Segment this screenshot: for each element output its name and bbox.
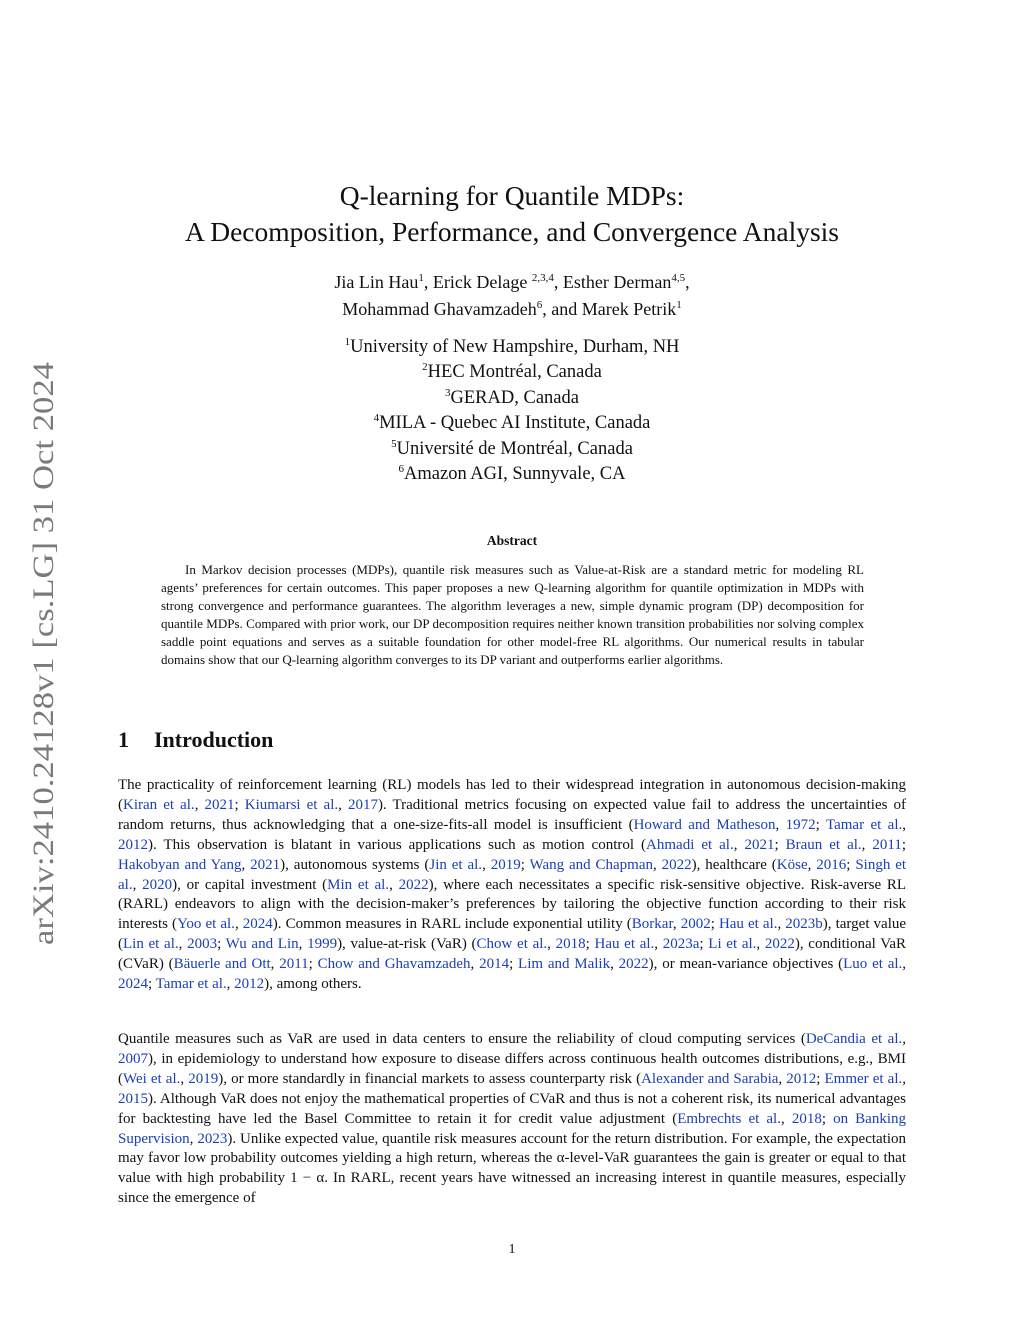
citation-link[interactable]: Yoo et al. xyxy=(177,916,235,933)
citation-link[interactable]: Emmer et al. xyxy=(824,1070,903,1087)
affiliation xyxy=(0,361,1024,386)
citation-link[interactable]: 2022 xyxy=(764,936,795,953)
citation-link[interactable]: Ahmadi et al. xyxy=(646,836,734,853)
affiliation-number: 2 xyxy=(422,361,428,374)
section-title: Introduction xyxy=(154,727,274,752)
citation-link[interactable]: Tamar et al. xyxy=(155,976,227,993)
arxiv-identifier: arXiv:2410.24128v1 [cs.LG] 31 Oct 2024 xyxy=(27,440,60,945)
author-name: , and Marek Petrik xyxy=(542,299,677,319)
affiliation-text: Amazon AGI, Sunnyvale, CA xyxy=(404,464,626,485)
affiliation-number: 1 xyxy=(344,336,351,348)
author-list xyxy=(0,270,1024,324)
citation-link[interactable]: Braun et al. xyxy=(785,836,862,853)
citation-link[interactable]: Singh et al. xyxy=(118,856,907,893)
citation-link[interactable]: 2023 xyxy=(197,1130,228,1147)
citation-link[interactable]: Wei et al. xyxy=(123,1070,181,1087)
citation-link[interactable]: Lin et al. xyxy=(123,936,179,953)
title-line-1: Q-learning for Quantile MDPs: xyxy=(339,180,685,211)
citation-link[interactable]: Hau et al. xyxy=(718,916,778,933)
citation-link[interactable]: 2011 xyxy=(279,956,309,973)
affiliation-list xyxy=(0,336,1024,488)
citation-link[interactable]: 2024 xyxy=(242,916,273,933)
affiliation-number: 6 xyxy=(398,463,405,476)
abstract-body: In Markov decision processes (MDPs), quantile risk measures such as Value-at-Risk are a standard metric for modeling RL agents’ preferences for certain outcomes. This paper proposes a new Q-learning algorithm for quantile optimization in MDPs with strong convergence and performance guarantees. The algorithm leverages a new, simple dynamic program (DP) decomposition for quantile MDPs. Compared with prior work, our DP decomposition requires neither known transition probabilities nor solving complex saddle point equations and serves as a suitable foundation for other model-free RL algorithms. Our numerical results in tabular domains show that our Q-learning algorithm converges to its DP variant and outperforms earlier algorithms. xyxy=(161,562,864,668)
citation-link[interactable]: Hakobyan and Yang xyxy=(118,856,242,873)
citation-link[interactable]: Howard and Matheson xyxy=(633,816,776,833)
citation-link[interactable]: Alexander and Sarabia xyxy=(641,1070,779,1087)
citation-link[interactable]: 2020 xyxy=(142,876,173,893)
author-line-2 xyxy=(0,297,1024,324)
author-name: , Esther Derman xyxy=(553,272,672,292)
citation-link[interactable]: Chow et al. xyxy=(476,936,548,953)
citation-link[interactable]: Tamar et al. xyxy=(825,816,903,833)
affiliation xyxy=(0,336,1024,361)
citation-link[interactable]: Chow and Ghavamzadeh xyxy=(317,956,471,973)
affiliation-text: MILA - Quebec AI Institute, Canada xyxy=(379,413,651,434)
citation-link[interactable]: 1999 xyxy=(307,936,338,953)
author-name: Jia Lin Hau xyxy=(334,272,419,292)
citation-link[interactable]: 2021 xyxy=(744,836,775,853)
affiliation xyxy=(0,412,1024,437)
author-name: , Erick Delage xyxy=(423,272,532,292)
citation-link[interactable]: 2021 xyxy=(250,856,281,873)
citation-link[interactable]: on Banking Supervision xyxy=(118,1110,907,1147)
citation-link[interactable]: 2023a xyxy=(662,936,700,953)
citation-link[interactable]: 2019 xyxy=(188,1070,219,1087)
section-number: 1 xyxy=(118,727,129,752)
citation-link[interactable]: Lim and Malik xyxy=(518,956,611,973)
affiliation-text: HEC Montréal, Canada xyxy=(427,362,602,383)
intro-paragraph-2: Quantile measures such as VaR are used in data centers to ensure the reliability of cloud computing services (DeCandia et al., 2007), in epidemiology to understand how exposure to disease differs across continuous health outcomes distributions, e.g., BMI (Wei et al., 2019), or more standardly in financial markets to assess counterparty risk (Alexander and Sarabia, 2012; Emmer et al., 2015). Although VaR does not enjoy the mathematical properties of CVaR and thus is not a coherent risk, its numerical advantages for backtesting have led the Basel Committee to retain it for credit value adjustment (Embrechts et al., 2018; on Banking Supervision, 2023). Unlike expected value, quantile risk measures account for the return distribution. For example, the expectation may favor low probability outcomes yielding a high return, whereas the α-level-VaR guarantees the gain is greater or equal to that value with high probability 1 − α. In RARL, recent years have witnessed an increasing interest in quantile measures, especially since the emergence of xyxy=(118,1031,907,1207)
citation-link[interactable]: 2003 xyxy=(187,936,218,953)
citation-link[interactable]: 2022 xyxy=(398,876,429,893)
citation-link[interactable]: Borkar xyxy=(631,916,673,933)
page-number: 1 xyxy=(508,1242,516,1257)
citation-link[interactable]: 2023b xyxy=(785,916,823,933)
citation-link[interactable]: Kiumarsi et al. xyxy=(244,796,339,813)
affiliation xyxy=(0,463,1024,488)
citation-link[interactable]: 2015 xyxy=(118,1090,148,1107)
citation-link[interactable]: 2012 xyxy=(234,976,265,993)
citation-link[interactable]: 2007 xyxy=(118,1050,148,1067)
affiliation-number: 5 xyxy=(391,437,397,450)
affiliation-number: 3 xyxy=(445,386,451,399)
citation-link[interactable]: 1972 xyxy=(785,816,816,833)
citation-link[interactable]: Wang and Chapman xyxy=(529,856,654,873)
author-name: Mohammad Ghavamzadeh xyxy=(342,299,537,319)
affiliation xyxy=(0,438,1024,463)
affiliation-marker: 1 xyxy=(676,299,682,311)
citation-link[interactable]: Jin et al. xyxy=(429,856,483,873)
affiliation-marker: 6 xyxy=(536,299,543,311)
citation-link[interactable]: 2002 xyxy=(680,916,711,933)
affiliation-text: GERAD, Canada xyxy=(450,387,579,408)
section-heading xyxy=(118,727,273,753)
intro-paragraph-1: The practicality of reinforcement learning (RL) models has led to their widespread integration in autonomous decision-making (Kiran et al., 2021; Kiumarsi et al., 2017). Traditional metrics focusing on expected value fail to address the uncertainties of random returns, thus acknowledging that a one-size-fits-all model is insufficient (Howard and Matheson, 1972; Tamar et al., 2012). This observation is blatant in various applications such as motion control (Ahmadi et al., 2021; Braun et al., 2011; Hakobyan and Yang, 2021), autonomous systems (Jin et al., 2019; Wang and Chapman, 2022), healthcare (Köse, 2016; Singh et al., 2020), or capital investment (Min et al., 2022), where each necessitates a specific risk-sensitive objective. Risk-averse RL (RARL) endeavors to align with the decision-maker’s preferences by tailoring the objective function according to their risk interests (Yoo et al., 2024). Common measures in RARL include exponential utility (Borkar, 2002; Hau et al., 2023b), target value (Lin et al., 2003; Wu and Lin, 1999), value-at-risk (VaR) (Chow et al., 2018; Hau et al., 2023a; Li et al., 2022), conditional VaR (CVaR) (Bäuerle and Ott, 2011; Chow and Ghavamzadeh, 2014; Lim and Malik, 2022), or mean-variance objectives (Luo et al., 2024; Tamar et al., 2012), among others. xyxy=(118,777,907,993)
citation-link[interactable]: 2024 xyxy=(118,976,148,993)
citation-link[interactable]: Bäuerle and Ott xyxy=(173,956,271,973)
citation-link[interactable]: Min et al. xyxy=(327,876,390,893)
citation-link[interactable]: 2019 xyxy=(490,856,521,873)
citation-link[interactable]: 2021 xyxy=(204,796,235,813)
author-separator: , xyxy=(685,272,690,292)
citation-link[interactable]: 2017 xyxy=(347,796,378,813)
citation-link[interactable]: 2018 xyxy=(791,1110,822,1127)
citation-link[interactable]: DeCandia et al. xyxy=(805,1031,903,1047)
author-line-1 xyxy=(0,270,1024,297)
citation-link[interactable]: 2012 xyxy=(118,836,148,853)
citation-link[interactable]: Wu and Lin xyxy=(225,936,299,953)
citation-link[interactable]: 2016 xyxy=(816,856,847,873)
paper-title xyxy=(0,178,1024,250)
citation-link[interactable]: Embrechts et al. xyxy=(677,1110,781,1127)
affiliation-marker: 1 xyxy=(418,272,424,284)
citation-link[interactable]: 2018 xyxy=(555,936,586,953)
affiliation-text: Université de Montréal, Canada xyxy=(396,438,633,459)
affiliation-text: University of New Hampshire, Durham, NH xyxy=(350,337,680,357)
affiliation-marker: 4,5 xyxy=(671,272,686,284)
citation-link[interactable]: Kiran et al. xyxy=(123,796,195,813)
affiliation-marker: 2,3,4 xyxy=(531,272,554,284)
citation-link[interactable]: 2012 xyxy=(786,1070,817,1087)
citation-link[interactable]: Li et al. xyxy=(708,936,757,953)
citation-link[interactable]: 2014 xyxy=(479,956,510,973)
affiliation xyxy=(0,387,1024,412)
affiliation-number: 4 xyxy=(373,412,380,425)
citation-link[interactable]: 2022 xyxy=(661,856,692,873)
title-line-2: A Decomposition, Performance, and Convergence Analysis xyxy=(185,216,839,247)
citation-link[interactable]: 2011 xyxy=(872,836,902,853)
citation-link[interactable]: Hau et al. xyxy=(594,936,655,953)
abstract-heading: Abstract xyxy=(486,533,538,548)
citation-link[interactable]: Köse xyxy=(776,856,808,873)
citation-link[interactable]: Luo et al. xyxy=(843,956,903,973)
citation-link[interactable]: 2022 xyxy=(618,956,649,973)
